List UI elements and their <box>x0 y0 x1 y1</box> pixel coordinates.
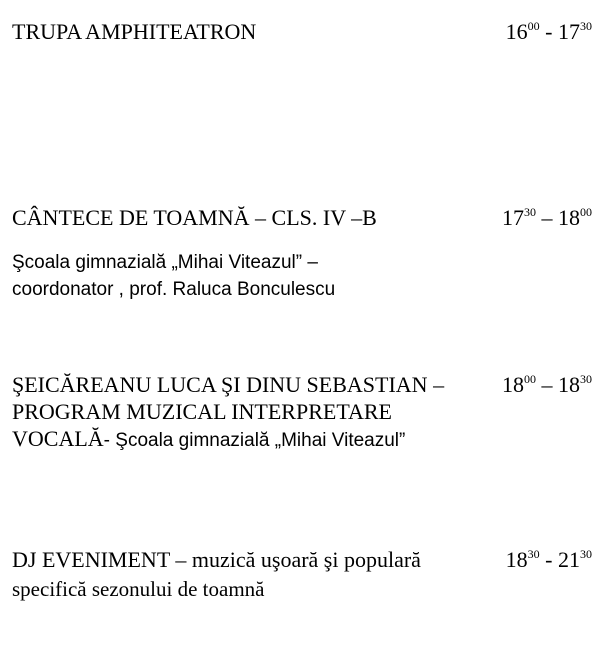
entry-description: Şcoala gimnazială „Mihai Viteazul” – coordonator , prof. Raluca Bonculescu <box>12 252 336 300</box>
program-entry-dj <box>12 546 592 606</box>
time-start-minutes: 00 <box>524 372 536 386</box>
time-end-minutes: 30 <box>580 19 592 33</box>
entry-title-main: DJ EVENIMENT <box>12 547 170 572</box>
time-separator: - <box>539 547 558 572</box>
entry-title-school: - Şcoala gimnazială „Mihai Viteazul” <box>103 430 406 451</box>
entry-title: TRUPA AMPHITEATRON <box>12 19 257 44</box>
time-start-minutes: 00 <box>527 19 540 33</box>
time-end-hour: 18 <box>558 205 580 230</box>
entry-time <box>506 546 592 574</box>
time-separator: – <box>536 372 558 397</box>
entry-time <box>502 371 592 399</box>
time-start-minutes: 30 <box>524 205 536 219</box>
time-end-minutes: 30 <box>580 547 592 561</box>
entry-title-genre: – muzică uşoară şi populară <box>169 547 421 572</box>
time-start-hour: 18 <box>505 547 528 572</box>
time-end-minutes: 30 <box>580 372 592 386</box>
program-entry-amphiteatron <box>12 18 592 48</box>
entry-title <box>12 546 421 574</box>
entry-time <box>502 204 592 232</box>
time-end-hour: 17 <box>558 19 580 44</box>
program-entry-cantece <box>12 204 592 304</box>
time-start-hour: 17 <box>502 205 524 230</box>
time-end-hour: 21 <box>558 547 580 572</box>
time-end-minutes: 00 <box>580 205 592 219</box>
entry-title <box>12 371 452 454</box>
entry-time <box>506 18 592 46</box>
time-separator: – <box>536 205 558 230</box>
time-start-hour: 16 <box>505 19 528 44</box>
time-end-hour: 18 <box>558 372 580 397</box>
entry-title-main: ŞEICĂREANU LUCA ŞI DINU SEBASTIAN – PROGRAM MUZICAL INTERPRETARE VOCALĂ <box>12 372 445 451</box>
time-start-minutes: 30 <box>527 547 540 561</box>
entry-title: CÂNTECE DE TOAMNĂ – CLS. IV –B <box>12 205 377 230</box>
entry-description: specifică sezonului de toamnă <box>12 577 265 601</box>
time-separator: - <box>539 19 558 44</box>
program-entry-seicareanu <box>12 371 592 491</box>
time-start-hour: 18 <box>502 372 524 397</box>
